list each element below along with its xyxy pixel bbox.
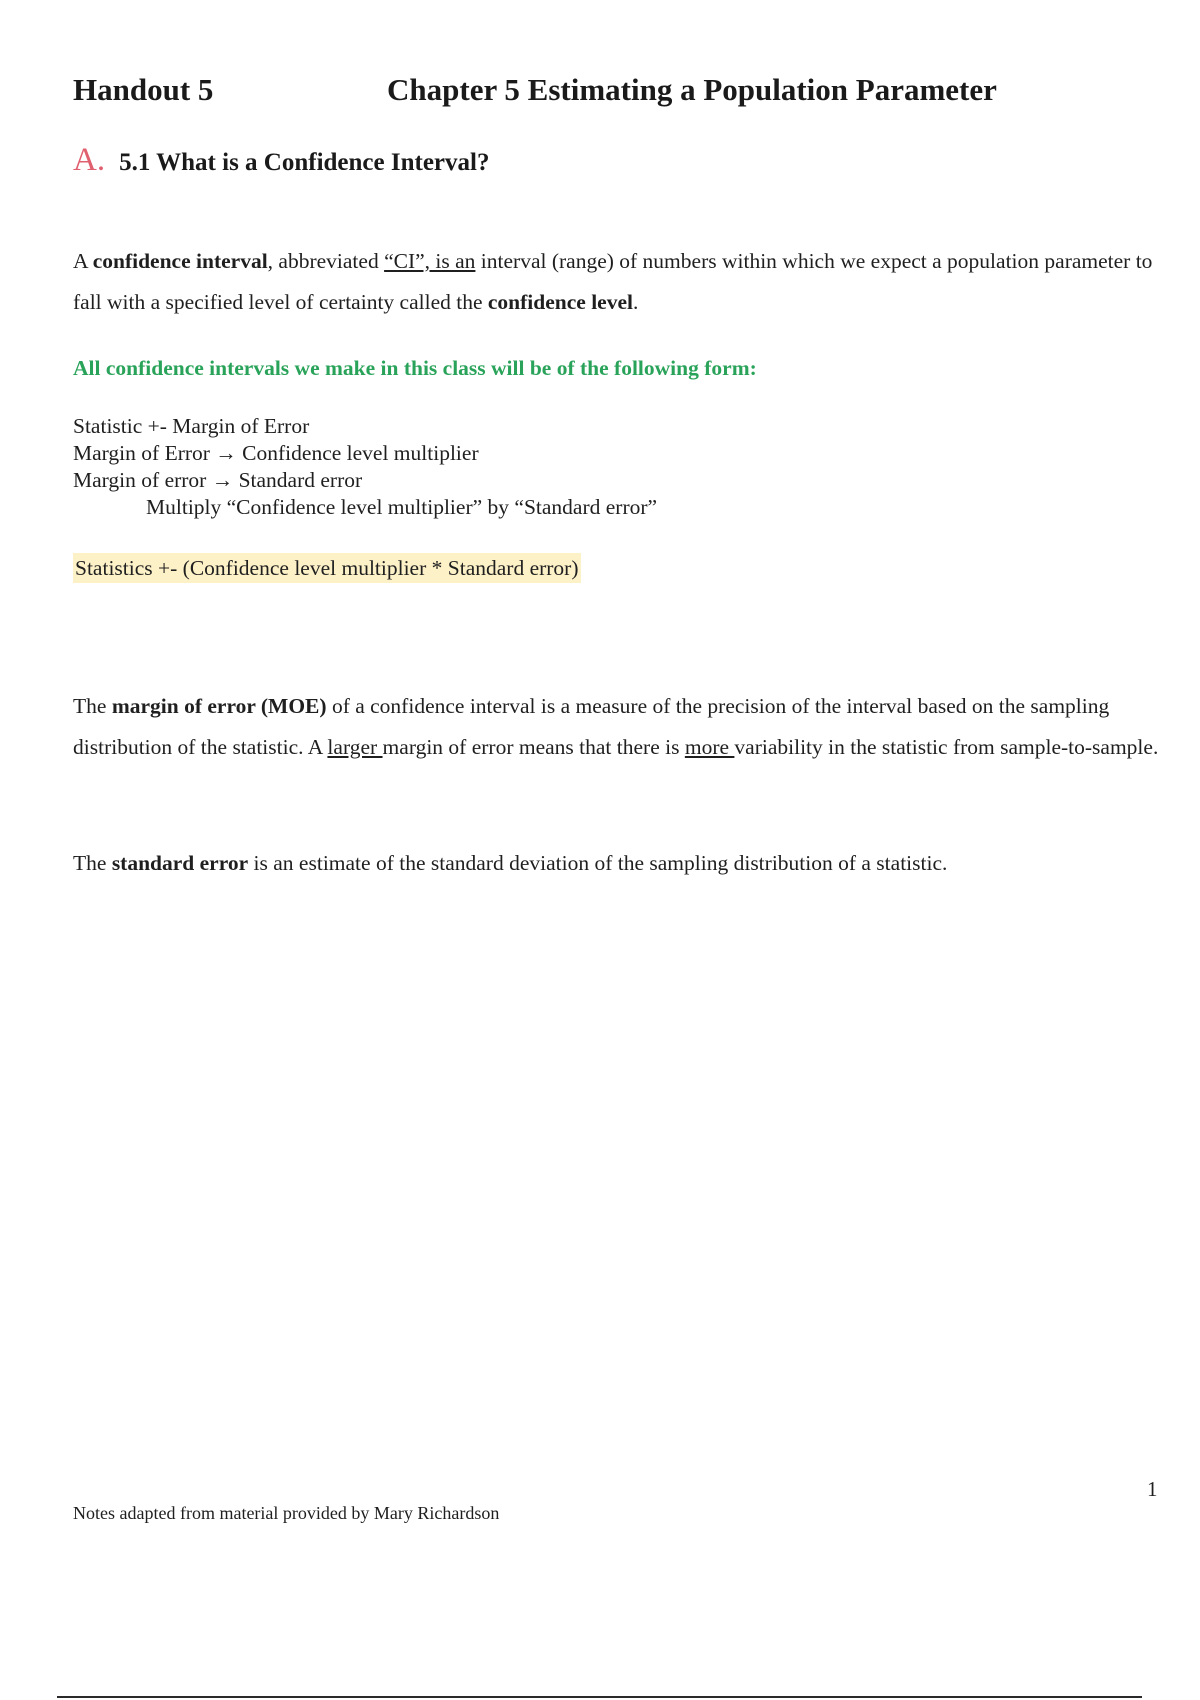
section-title: 5.1 What is a Confidence Interval? bbox=[119, 149, 490, 176]
text-run: is an estimate of the standard deviation of the sampling distribution of a statistic. bbox=[248, 851, 948, 875]
term-confidence-level: confidence level bbox=[487, 290, 633, 314]
underlined-more: more bbox=[684, 735, 735, 759]
footer-note: Notes adapted from material provided by Mary Richardson bbox=[73, 1503, 500, 1523]
text-run: The bbox=[73, 851, 112, 875]
standard-error-definition bbox=[73, 843, 1163, 884]
term-margin-of-error: margin of error (MOE) bbox=[111, 694, 327, 718]
term-confidence-interval: confidence interval bbox=[92, 249, 268, 273]
text-run: A bbox=[73, 249, 93, 273]
formula-line-1: Statistic +- Margin of Error bbox=[73, 414, 310, 438]
text-run: margin of error means that there is bbox=[382, 735, 685, 759]
highlighted-formula: Statistics +- (Confidence level multiplier * Standard error) bbox=[73, 553, 581, 583]
formula-block bbox=[73, 413, 657, 521]
underlined-ci: “CI”, is an bbox=[384, 249, 476, 273]
section-letter: A. bbox=[73, 142, 106, 178]
text-run: . bbox=[632, 290, 639, 314]
margin-of-error-definition bbox=[73, 686, 1163, 768]
formula-line-2: Margin of Error → Confidence level multiplier bbox=[73, 441, 479, 465]
page-number: 1 bbox=[1147, 1477, 1158, 1501]
section-heading bbox=[73, 142, 489, 179]
chapter-title: Chapter 5 Estimating a Population Parameter bbox=[387, 72, 997, 107]
text-run: , abbreviated bbox=[267, 249, 385, 273]
handout-label: Handout 5 bbox=[73, 72, 214, 107]
underlined-larger: larger bbox=[327, 735, 383, 759]
text-run: interval (range) of numbers within which we expect a population parameter to fall with a specified level of certainty called the bbox=[73, 249, 1153, 314]
text-run: of a confidence interval is a measure of the precision of the interval based on the sampling distribution of the statistic. A bbox=[73, 694, 1110, 759]
bottom-rule bbox=[57, 1696, 1142, 1698]
confidence-interval-definition bbox=[73, 241, 1163, 323]
formula-line-4: Multiply “Confidence level multiplier” by “Standard error” bbox=[146, 495, 658, 519]
text-run: variability in the statistic from sample-to-sample. bbox=[734, 735, 1159, 759]
form-note: All confidence intervals we make in this class will be of the following form: bbox=[73, 356, 757, 380]
formula-line-3: Margin of error → Standard error bbox=[73, 468, 363, 492]
term-standard-error: standard error bbox=[111, 851, 249, 875]
text-run: The bbox=[73, 694, 112, 718]
